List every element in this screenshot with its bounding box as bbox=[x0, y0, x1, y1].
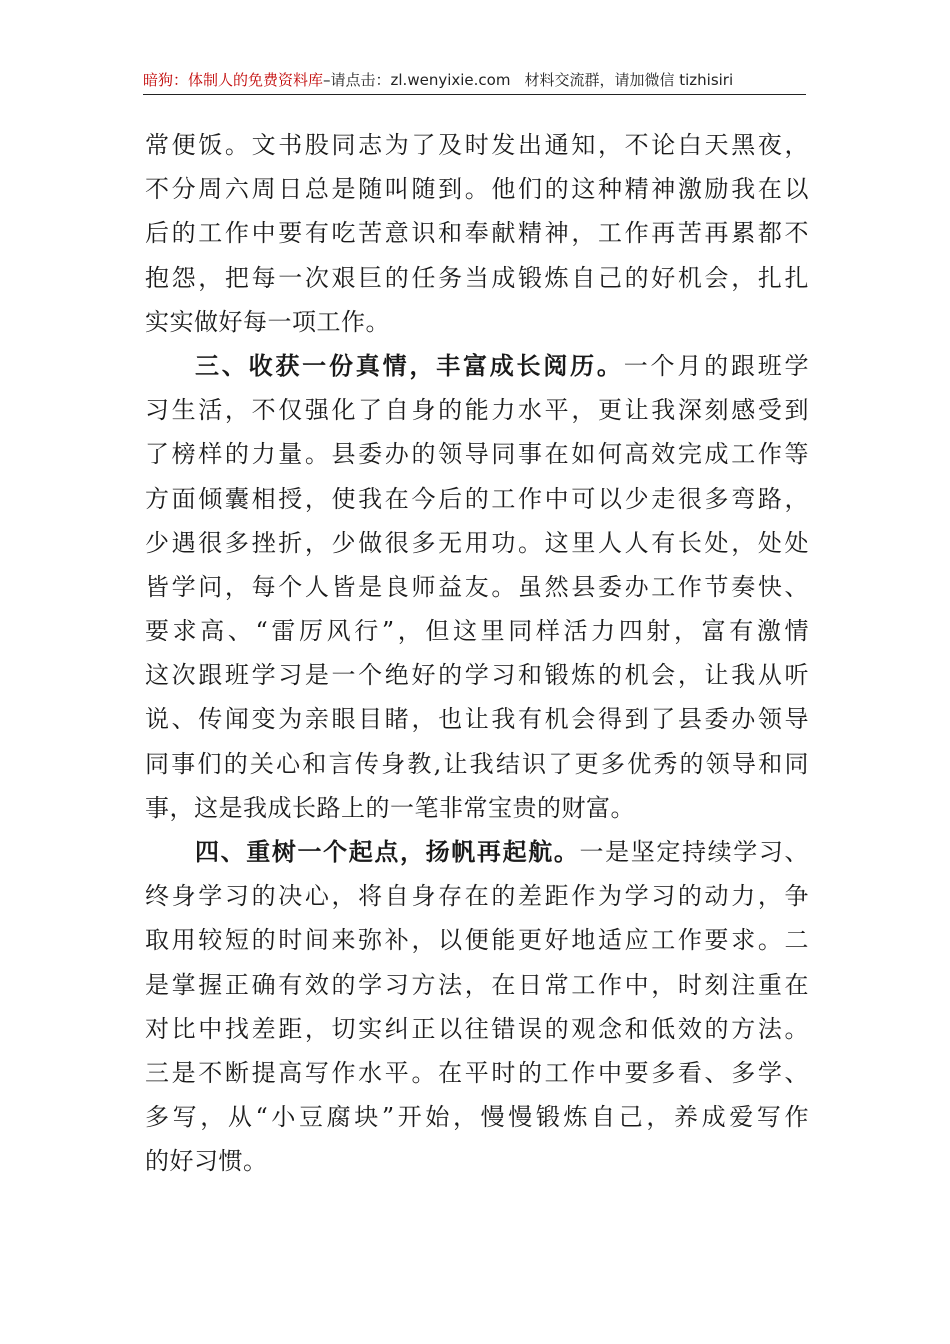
text-run: 一是坚定持续学习、 bbox=[579, 838, 810, 866]
section-heading: 四、重树一个起点，扬帆再起航。 bbox=[195, 838, 580, 866]
text-line: 实实做好每一项工作。 bbox=[145, 307, 390, 336]
text-line: 多写，从“小豆腐块”开始，慢慢锻炼自己，养成爱写作 bbox=[145, 1103, 809, 1132]
header-site-name: 暗狗：体制人的免费资料库 bbox=[143, 71, 324, 89]
section-four-first-line bbox=[145, 830, 809, 874]
text-line: 三是不断提高写作水平。在平时的工作中要多看、多学、 bbox=[145, 1058, 809, 1087]
text-line: 少遇很多挫折，少做很多无用功。这里人人有长处，处处 bbox=[145, 528, 809, 557]
text-line: 同事们的关心和言传身教,让我结识了更多优秀的领导和同 bbox=[145, 749, 809, 778]
text-line: 皆学问，每个人皆是良师益友。虽然县委办工作节奏快、 bbox=[145, 572, 809, 601]
text-line: 这次跟班学习是一个绝好的学习和锻炼的机会，让我从听 bbox=[145, 661, 809, 690]
text-line: 后的工作中要有吃苦意识和奉献精神，工作再苦再累都不 bbox=[145, 219, 809, 248]
text-line: 要求高、“雷厉风行”，但这里同样活力四射，富有激情 bbox=[145, 617, 809, 646]
text-line: 对比中找差距，切实纠正以往错误的观念和低效的方法。 bbox=[145, 1014, 809, 1043]
page-header bbox=[143, 66, 806, 95]
text-line: 抱怨，把每一次艰巨的任务当成锻炼自己的好机会，扎扎 bbox=[145, 263, 809, 292]
text-line: 习生活，不仅强化了自身的能力水平，更让我深刻感受到 bbox=[145, 396, 809, 425]
text-line: 常便饭。文书股同志为了及时发出通知，不论白天黑夜， bbox=[145, 131, 809, 159]
section-heading: 三、收获一份真情，丰富成长阅历。 bbox=[195, 351, 624, 380]
text-run: 一个月的跟班学 bbox=[623, 351, 810, 380]
text-line: 方面倾囊相授，使我在今后的工作中可以少走很多弯路， bbox=[145, 484, 809, 513]
header-link-text[interactable]: –请点击：zl.wenyixie.com bbox=[323, 71, 511, 89]
text-line: 说、传闻变为亲眼目睹，也让我有机会得到了县委办领导 bbox=[145, 705, 809, 734]
text-line: 了榜样的力量。县委办的领导同事在如何高效完成工作等 bbox=[145, 440, 809, 469]
text-line: 不分周六周日总是随叫随到。他们的这种精神激励我在以 bbox=[145, 175, 809, 204]
header-contact-text: 材料交流群，请加微信 tizhisiri bbox=[524, 71, 734, 89]
document-body bbox=[145, 123, 809, 1184]
text-line: 取用较短的时间来弥补，以便能更好地适应工作要求。二 bbox=[145, 926, 809, 955]
text-line: 终身学习的决心，将自身存在的差距作为学习的动力，争 bbox=[145, 882, 809, 911]
text-line: 事，这是我成长路上的一笔非常宝贵的财富。 bbox=[145, 793, 635, 822]
section-three-first-line bbox=[145, 344, 809, 388]
text-line: 是掌握正确有效的学习方法，在日常工作中，时刻注重在 bbox=[145, 970, 809, 999]
text-line: 的好习惯。 bbox=[145, 1147, 268, 1176]
